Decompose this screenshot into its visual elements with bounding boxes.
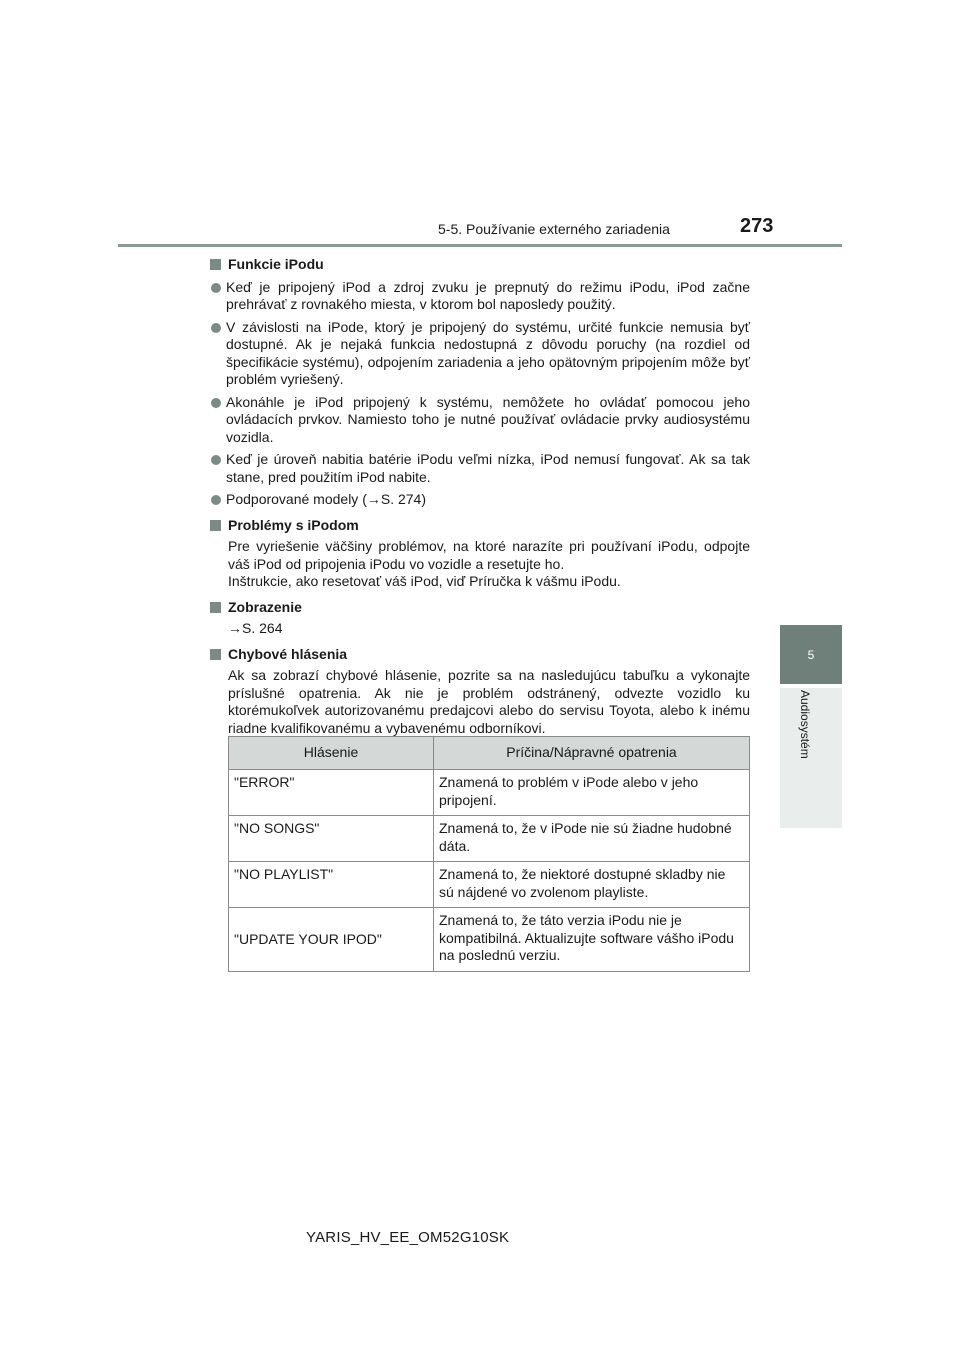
page-reference-link[interactable]: Podporované modely (→S. 274) xyxy=(226,491,426,507)
table-header-action: Príčina/Nápravné opatrenia xyxy=(434,737,750,770)
error-message-table xyxy=(228,736,750,972)
list-item xyxy=(210,491,750,509)
table-header-message: Hlásenie xyxy=(229,737,434,770)
section-heading-text: Zobrazenie xyxy=(228,598,302,615)
table-row xyxy=(229,862,750,908)
paragraph xyxy=(210,667,750,737)
paragraph-line: Inštrukcie, ako resetovať váš iPod, viď Príručka k vášmu iPodu. xyxy=(228,573,621,589)
circle-bullet-icon xyxy=(211,323,221,333)
table-cell-message: "NO SONGS" xyxy=(229,816,434,862)
circle-bullet-icon xyxy=(211,398,221,408)
section-heading xyxy=(210,517,750,535)
table-cell-action: Znamená to problém v iPode alebo v jeho pripojení. xyxy=(434,770,750,816)
page-number: 273 xyxy=(740,215,774,237)
chapter-number: 5 xyxy=(807,647,815,662)
paragraph-line: Ak sa zobrazí chybové hlásenie, pozrite sa na nasledujúcu tabuľku a vykonajte príslušné opatrenia. Ak nie je problém odstránený, odvezte vozidlo ku ktorémukoľvek autorizovanému predajcovi alebo do servisu Toyota, alebo k inému riadne kvalifikovanému a vybavenému odborníkovi. xyxy=(228,667,750,736)
circle-bullet-icon xyxy=(211,495,221,505)
list-item xyxy=(210,319,750,389)
circle-bullet-icon xyxy=(211,455,221,465)
list-item-text: Keď je pripojený iPod a zdroj zvuku je prepnutý do režimu iPodu, iPod začne prehrávať z rovnakého miesta, v ktorom bol naposledy použitý. xyxy=(226,278,750,312)
paragraph xyxy=(210,620,750,638)
paragraph xyxy=(210,538,750,591)
table-cell-action: Znamená to, že v iPode nie sú žiadne hudobné dáta. xyxy=(434,816,750,862)
page-reference-link[interactable]: →S. 264 xyxy=(228,620,283,636)
chapter-tab xyxy=(780,625,842,684)
list-item-text: V závislosti na iPode, ktorý je pripojený do systému, určité funkcie nemusia byť dostupné. Ak je nejaká funkcia nedostupná z dôvodu poruchy (na rozdiel od špecifikácie systému), odpojením zariadenia a jeho opätovným pripojením môže byť problém vyriešený. xyxy=(226,318,750,387)
paragraph-line: Pre vyriešenie väčšiny problémov, na ktoré narazíte pri používaní iPodu, odpojte váš iPod od pripojenia iPodu vo vozidle a resetujte ho. xyxy=(228,538,750,572)
table-cell-message: "UPDATE YOUR IPOD" xyxy=(229,908,434,972)
square-bullet-icon xyxy=(210,649,221,660)
list-item xyxy=(210,394,750,447)
document-code: YARIS_HV_EE_OM52G10SK xyxy=(306,1229,510,1246)
table-cell-action: Znamená to, že táto verzia iPodu nie je kompatibilná. Aktualizujte software vášho iPodu na poslednú verziu. xyxy=(434,908,750,972)
table-cell-message: "ERROR" xyxy=(229,770,434,816)
section-heading-text: Chybové hlásenia xyxy=(228,645,348,662)
section-heading xyxy=(210,646,750,664)
chapter-label: Audiosystém xyxy=(798,690,812,759)
table-cell-action: Znamená to, že niektoré dostupné skladby nie sú nájdené vo zvolenom playliste. xyxy=(434,862,750,908)
table-row xyxy=(229,816,750,862)
square-bullet-icon xyxy=(210,520,221,531)
table-row xyxy=(229,770,750,816)
list-item xyxy=(210,451,750,486)
square-bullet-icon xyxy=(210,602,221,613)
table-row xyxy=(229,908,750,972)
list-item-text: Akonáhle je iPod pripojený k systému, nemôžete ho ovládať pomocou jeho ovládacích prvkov. Namiesto toho je nutné používať ovládacie prvky audiosystému vozidla. xyxy=(226,393,750,445)
header-rule xyxy=(118,244,842,247)
square-bullet-icon xyxy=(210,259,221,270)
table-cell-message: "NO PLAYLIST" xyxy=(229,862,434,908)
section-heading-text: Problémy s iPodom xyxy=(228,516,359,533)
table-header-row xyxy=(229,737,750,770)
section-heading-text: Funkcie iPodu xyxy=(228,256,324,272)
list-item-text: Keď je úroveň nabitia batérie iPodu veľmi nízka, iPod nemusí fungovať. Ak sa tak stane, pred použitím iPod nabite. xyxy=(226,451,750,485)
list-item xyxy=(210,279,750,314)
content xyxy=(210,256,750,737)
section-heading xyxy=(210,256,750,274)
header-title: 5-5. Používanie externého zariadenia xyxy=(438,221,670,237)
circle-bullet-icon xyxy=(211,283,221,293)
section-heading xyxy=(210,599,750,617)
